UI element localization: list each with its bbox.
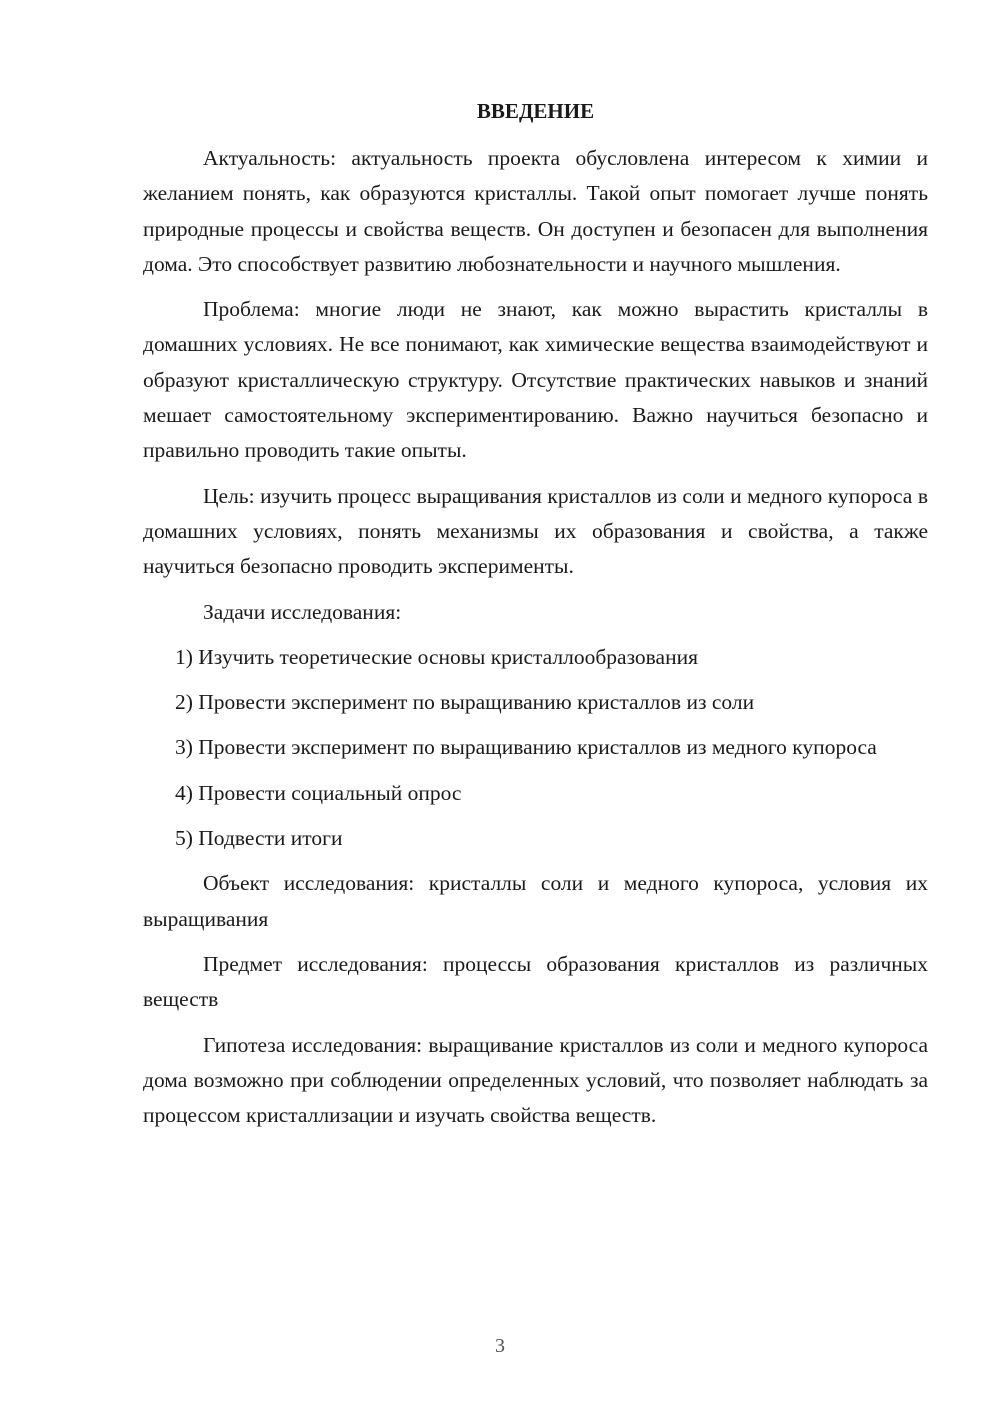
section-heading: ВВЕДЕНИЕ [476, 99, 595, 123]
paragraph-relevance: Актуальность: актуальность проекта обусловлена интересом к химии и желанием понять, как образуются кристаллы. Такой опыт помогает лучше понять природные процессы и свойства веществ. Он доступен и безопасен для выполнения дома. Это способствует развитию любознательности и научного мышления. [143, 146, 928, 276]
list-item: 1) Изучить теоретические основы кристаллообразования [175, 644, 698, 669]
list-item: 4) Провести социальный опрос [175, 780, 462, 805]
paragraph-object: Объект исследования: кристаллы соли и медного купороса, условия их выращивания [143, 871, 928, 931]
document-body [143, 141, 928, 1143]
list-item: 5) Подвести итоги [175, 826, 343, 851]
paragraph-subject: Предмет исследования: процессы образования кристаллов из различных веществ [143, 951, 928, 1012]
paragraph-problem: Проблема: многие люди не знают, как можно вырастить кристаллы в домашних условиях. Не все понимают, как химические вещества взаимодействуют и образуют кристаллическую структуру. Отсутствие практических навыков и знаний мешает самостоятельному экспериментированию. Важно научиться безопасно и правильно проводить такие опыты. [143, 297, 928, 463]
tasks-heading: Задачи исследования: [203, 599, 402, 624]
list-item: 2) Провести эксперимент по выращиванию кристаллов из соли [175, 690, 755, 715]
paragraph-hypothesis: Гипотеза исследования: выращивание кристаллов из соли и медного купороса дома возможно при соблюдении определенных условий, что позволяет наблюдать за процессом кристаллизации и изучать свойства веществ. [143, 1032, 928, 1128]
page-number: 3 [495, 1335, 505, 1357]
paragraph-goal: Цель: изучить процесс выращивания кристаллов из соли и медного купороса в домашних условиях, понять механизмы их образования и свойства, а также научиться безопасно проводить эксперименты. [143, 483, 928, 579]
list-item: 3) Провести эксперимент по выращиванию кристаллов из медного купороса [175, 735, 877, 760]
